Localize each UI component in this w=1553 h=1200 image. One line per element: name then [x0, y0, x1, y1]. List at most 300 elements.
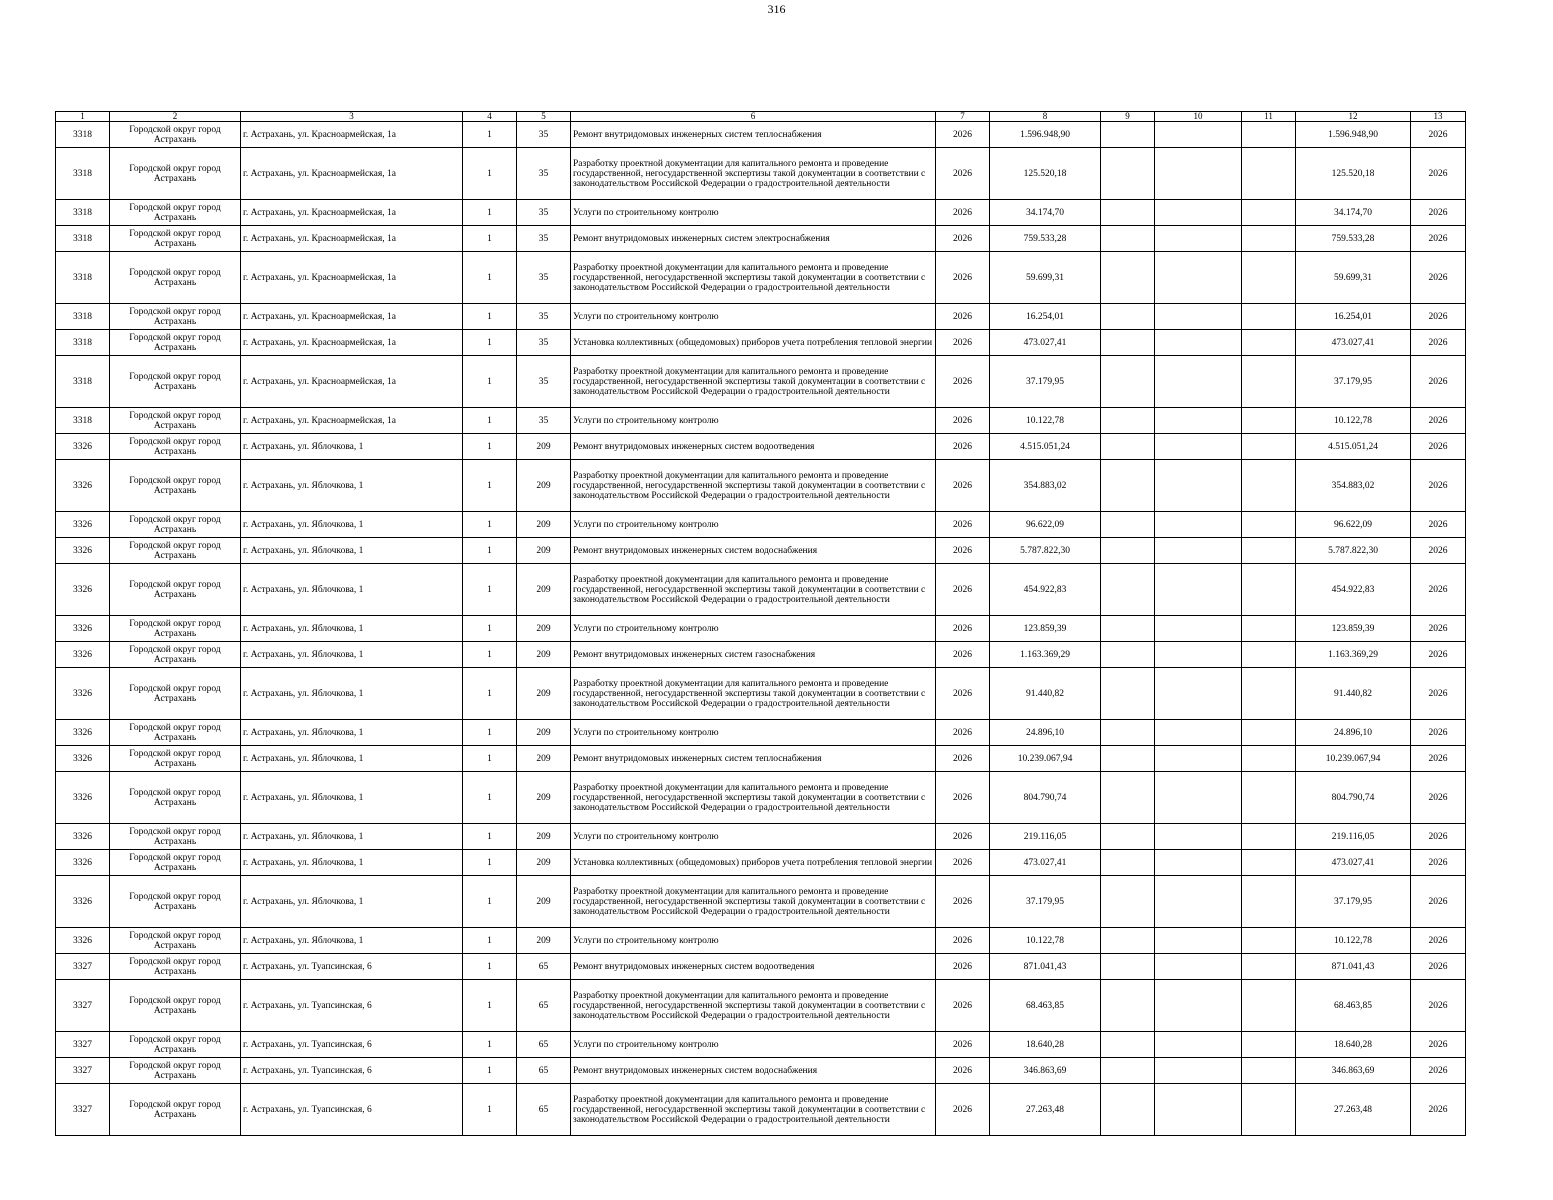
fund-amount-cell: 18.640,28 — [1296, 1032, 1411, 1058]
year-cell: 2026 — [936, 928, 990, 954]
table-row — [56, 408, 1466, 434]
end-year-cell: 2026 — [1411, 512, 1466, 538]
column-9-cell — [1101, 616, 1155, 642]
column-11-cell — [1242, 200, 1296, 226]
column-10-cell — [1155, 1032, 1242, 1058]
column-10-cell — [1155, 1058, 1242, 1084]
address-cell: г. Астрахань, ул. Яблочкова, 1 — [241, 564, 463, 616]
column-10-cell — [1155, 252, 1242, 304]
work-type-cell: Разработку проектной документации для капитального ремонта и проведение государственной, негосударственной экспертизы такой документации в соответствии с законодательством Российской Федерации о градостроительной деятельности — [571, 876, 936, 928]
address-cell: г. Астрахань, ул. Яблочкова, 1 — [241, 434, 463, 460]
row-id: 3326 — [56, 668, 110, 720]
table-row — [56, 330, 1466, 356]
column-11-cell — [1242, 122, 1296, 148]
column-9-cell — [1101, 876, 1155, 928]
column-5-cell: 35 — [517, 148, 571, 200]
row-id: 3326 — [56, 928, 110, 954]
column-4-cell: 1 — [463, 408, 517, 434]
municipality-cell: Городской округ город Астрахань — [110, 200, 241, 226]
column-header: 1 — [56, 112, 110, 122]
total-cost-cell: 454.922,83 — [990, 564, 1101, 616]
total-cost-cell: 37.179,95 — [990, 356, 1101, 408]
end-year-cell: 2026 — [1411, 564, 1466, 616]
column-5-cell: 35 — [517, 330, 571, 356]
fund-amount-cell: 346.863,69 — [1296, 1058, 1411, 1084]
work-type-cell: Ремонт внутридомовых инженерных систем водоотведения — [571, 954, 936, 980]
work-type-cell: Услуги по строительному контролю — [571, 616, 936, 642]
year-cell: 2026 — [936, 980, 990, 1032]
row-id: 3326 — [56, 876, 110, 928]
work-type-cell: Услуги по строительному контролю — [571, 824, 936, 850]
year-cell: 2026 — [936, 226, 990, 252]
column-11-cell — [1242, 642, 1296, 668]
row-id: 3327 — [56, 1058, 110, 1084]
column-11-cell — [1242, 980, 1296, 1032]
column-5-cell: 209 — [517, 460, 571, 512]
year-cell: 2026 — [936, 616, 990, 642]
row-id: 3318 — [56, 148, 110, 200]
column-4-cell: 1 — [463, 564, 517, 616]
column-header: 3 — [241, 112, 463, 122]
column-4-cell: 1 — [463, 356, 517, 408]
column-9-cell — [1101, 1058, 1155, 1084]
column-9-cell — [1101, 304, 1155, 330]
column-5-cell: 35 — [517, 356, 571, 408]
total-cost-cell: 34.174,70 — [990, 200, 1101, 226]
column-header: 6 — [571, 112, 936, 122]
row-id: 3318 — [56, 304, 110, 330]
column-5-cell: 209 — [517, 642, 571, 668]
total-cost-cell: 96.622,09 — [990, 512, 1101, 538]
row-id: 3318 — [56, 330, 110, 356]
column-header: 5 — [517, 112, 571, 122]
column-number-row — [56, 112, 1466, 122]
work-type-cell: Разработку проектной документации для капитального ремонта и проведение государственной, негосударственной экспертизы такой документации в соответствии с законодательством Российской Федерации о градостроительной деятельности — [571, 1084, 936, 1136]
municipality-cell: Городской округ город Астрахань — [110, 928, 241, 954]
column-10-cell — [1155, 512, 1242, 538]
column-4-cell: 1 — [463, 746, 517, 772]
column-5-cell: 35 — [517, 408, 571, 434]
column-11-cell — [1242, 356, 1296, 408]
column-10-cell — [1155, 642, 1242, 668]
column-5-cell: 209 — [517, 824, 571, 850]
column-header: 9 — [1101, 112, 1155, 122]
total-cost-cell: 4.515.051,24 — [990, 434, 1101, 460]
table-row — [56, 824, 1466, 850]
column-10-cell — [1155, 408, 1242, 434]
column-9-cell — [1101, 668, 1155, 720]
column-10-cell — [1155, 356, 1242, 408]
column-5-cell: 209 — [517, 928, 571, 954]
column-9-cell — [1101, 954, 1155, 980]
fund-amount-cell: 27.263,48 — [1296, 1084, 1411, 1136]
table-row — [56, 226, 1466, 252]
address-cell: г. Астрахань, ул. Красноармейская, 1а — [241, 122, 463, 148]
column-5-cell: 35 — [517, 122, 571, 148]
address-cell: г. Астрахань, ул. Туапсинская, 6 — [241, 954, 463, 980]
fund-amount-cell: 96.622,09 — [1296, 512, 1411, 538]
work-type-cell: Разработку проектной документации для капитального ремонта и проведение государственной, негосударственной экспертизы такой документации в соответствии с законодательством Российской Федерации о градостроительной деятельности — [571, 356, 936, 408]
column-11-cell — [1242, 408, 1296, 434]
column-10-cell — [1155, 304, 1242, 330]
address-cell: г. Астрахань, ул. Красноармейская, 1а — [241, 200, 463, 226]
end-year-cell: 2026 — [1411, 928, 1466, 954]
municipality-cell: Городской округ город Астрахань — [110, 304, 241, 330]
fund-amount-cell: 10.122,78 — [1296, 928, 1411, 954]
address-cell: г. Астрахань, ул. Туапсинская, 6 — [241, 1058, 463, 1084]
row-id: 3326 — [56, 720, 110, 746]
work-type-cell: Услуги по строительному контролю — [571, 200, 936, 226]
row-id: 3327 — [56, 1084, 110, 1136]
column-header: 2 — [110, 112, 241, 122]
table-row — [56, 200, 1466, 226]
column-4-cell: 1 — [463, 304, 517, 330]
work-type-cell: Разработку проектной документации для капитального ремонта и проведение государственной, негосударственной экспертизы такой документации в соответствии с законодательством Российской Федерации о градостроительной деятельности — [571, 772, 936, 824]
work-type-cell: Ремонт внутридомовых инженерных систем газоснабжения — [571, 642, 936, 668]
work-type-cell: Услуги по строительному контролю — [571, 408, 936, 434]
total-cost-cell: 123.859,39 — [990, 616, 1101, 642]
table-row — [56, 1058, 1466, 1084]
total-cost-cell: 1.163.369,29 — [990, 642, 1101, 668]
column-4-cell: 1 — [463, 512, 517, 538]
total-cost-cell: 346.863,69 — [990, 1058, 1101, 1084]
fund-amount-cell: 871.041,43 — [1296, 954, 1411, 980]
column-10-cell — [1155, 720, 1242, 746]
table-row — [56, 746, 1466, 772]
column-9-cell — [1101, 408, 1155, 434]
table-row — [56, 148, 1466, 200]
address-cell: г. Астрахань, ул. Яблочкова, 1 — [241, 512, 463, 538]
column-9-cell — [1101, 538, 1155, 564]
column-5-cell: 209 — [517, 616, 571, 642]
table-row — [56, 1032, 1466, 1058]
total-cost-cell: 10.239.067,94 — [990, 746, 1101, 772]
table-row — [56, 720, 1466, 746]
table-row — [56, 252, 1466, 304]
municipality-cell: Городской округ город Астрахань — [110, 564, 241, 616]
table-row — [56, 434, 1466, 460]
municipality-cell: Городской округ город Астрахань — [110, 876, 241, 928]
column-11-cell — [1242, 564, 1296, 616]
address-cell: г. Астрахань, ул. Красноармейская, 1а — [241, 226, 463, 252]
end-year-cell: 2026 — [1411, 434, 1466, 460]
column-4-cell: 1 — [463, 252, 517, 304]
fund-amount-cell: 68.463,85 — [1296, 980, 1411, 1032]
table-row — [56, 928, 1466, 954]
end-year-cell: 2026 — [1411, 616, 1466, 642]
municipality-cell: Городской округ город Астрахань — [110, 1084, 241, 1136]
municipality-cell: Городской округ город Астрахань — [110, 356, 241, 408]
column-4-cell: 1 — [463, 122, 517, 148]
column-11-cell — [1242, 460, 1296, 512]
end-year-cell: 2026 — [1411, 148, 1466, 200]
fund-amount-cell: 354.883,02 — [1296, 460, 1411, 512]
table-row — [56, 512, 1466, 538]
row-id: 3318 — [56, 226, 110, 252]
column-9-cell — [1101, 226, 1155, 252]
column-10-cell — [1155, 850, 1242, 876]
end-year-cell: 2026 — [1411, 1032, 1466, 1058]
column-11-cell — [1242, 226, 1296, 252]
end-year-cell: 2026 — [1411, 538, 1466, 564]
fund-amount-cell: 34.174,70 — [1296, 200, 1411, 226]
year-cell: 2026 — [936, 642, 990, 668]
end-year-cell: 2026 — [1411, 408, 1466, 434]
work-type-cell: Услуги по строительному контролю — [571, 720, 936, 746]
column-9-cell — [1101, 772, 1155, 824]
end-year-cell: 2026 — [1411, 746, 1466, 772]
column-11-cell — [1242, 1032, 1296, 1058]
fund-amount-cell: 59.699,31 — [1296, 252, 1411, 304]
municipality-cell: Городской округ город Астрахань — [110, 434, 241, 460]
column-5-cell: 35 — [517, 226, 571, 252]
column-4-cell: 1 — [463, 226, 517, 252]
fund-amount-cell: 24.896,10 — [1296, 720, 1411, 746]
row-id: 3318 — [56, 200, 110, 226]
column-5-cell: 209 — [517, 538, 571, 564]
municipality-cell: Городской округ город Астрахань — [110, 746, 241, 772]
column-4-cell: 1 — [463, 928, 517, 954]
address-cell: г. Астрахань, ул. Яблочкова, 1 — [241, 668, 463, 720]
column-5-cell: 65 — [517, 1084, 571, 1136]
end-year-cell: 2026 — [1411, 356, 1466, 408]
end-year-cell: 2026 — [1411, 642, 1466, 668]
municipality-cell: Городской округ город Астрахань — [110, 772, 241, 824]
row-id: 3318 — [56, 356, 110, 408]
column-4-cell: 1 — [463, 642, 517, 668]
work-type-cell: Разработку проектной документации для капитального ремонта и проведение государственной, негосударственной экспертизы такой документации в соответствии с законодательством Российской Федерации о градостроительной деятельности — [571, 980, 936, 1032]
total-cost-cell: 1.596.948,90 — [990, 122, 1101, 148]
column-11-cell — [1242, 1058, 1296, 1084]
column-header: 4 — [463, 112, 517, 122]
work-type-cell: Ремонт внутридомовых инженерных систем водоотведения — [571, 434, 936, 460]
column-9-cell — [1101, 1084, 1155, 1136]
column-4-cell: 1 — [463, 668, 517, 720]
column-9-cell — [1101, 980, 1155, 1032]
end-year-cell: 2026 — [1411, 772, 1466, 824]
total-cost-cell: 473.027,41 — [990, 850, 1101, 876]
year-cell: 2026 — [936, 434, 990, 460]
municipality-cell: Городской округ город Астрахань — [110, 330, 241, 356]
row-id: 3326 — [56, 434, 110, 460]
column-11-cell — [1242, 928, 1296, 954]
table-row — [56, 642, 1466, 668]
column-9-cell — [1101, 434, 1155, 460]
row-id: 3327 — [56, 980, 110, 1032]
total-cost-cell: 125.520,18 — [990, 148, 1101, 200]
column-10-cell — [1155, 564, 1242, 616]
column-4-cell: 1 — [463, 1084, 517, 1136]
column-4-cell: 1 — [463, 850, 517, 876]
end-year-cell: 2026 — [1411, 720, 1466, 746]
page-number: 316 — [767, 2, 786, 16]
row-id: 3327 — [56, 1032, 110, 1058]
municipality-cell: Городской округ город Астрахань — [110, 512, 241, 538]
address-cell: г. Астрахань, ул. Яблочкова, 1 — [241, 928, 463, 954]
column-10-cell — [1155, 434, 1242, 460]
year-cell: 2026 — [936, 408, 990, 434]
table-row — [56, 876, 1466, 928]
column-9-cell — [1101, 564, 1155, 616]
row-id: 3318 — [56, 408, 110, 434]
year-cell: 2026 — [936, 148, 990, 200]
table-row — [56, 538, 1466, 564]
row-id: 3318 — [56, 252, 110, 304]
table-row — [56, 616, 1466, 642]
row-id: 3326 — [56, 772, 110, 824]
column-5-cell: 65 — [517, 1058, 571, 1084]
column-5-cell: 209 — [517, 850, 571, 876]
work-type-cell: Установка коллективных (общедомовых) приборов учета потребления тепловой энергии — [571, 330, 936, 356]
column-9-cell — [1101, 148, 1155, 200]
year-cell: 2026 — [936, 200, 990, 226]
column-11-cell — [1242, 538, 1296, 564]
work-type-cell: Ремонт внутридомовых инженерных систем теплоснабжения — [571, 746, 936, 772]
column-9-cell — [1101, 928, 1155, 954]
column-5-cell: 35 — [517, 252, 571, 304]
end-year-cell: 2026 — [1411, 460, 1466, 512]
municipality-cell: Городской округ город Астрахань — [110, 850, 241, 876]
capital-repair-table — [55, 111, 1466, 1136]
work-type-cell: Услуги по строительному контролю — [571, 928, 936, 954]
column-header: 11 — [1242, 112, 1296, 122]
year-cell: 2026 — [936, 746, 990, 772]
total-cost-cell: 473.027,41 — [990, 330, 1101, 356]
column-9-cell — [1101, 746, 1155, 772]
row-id: 3326 — [56, 642, 110, 668]
column-10-cell — [1155, 616, 1242, 642]
work-type-cell: Услуги по строительному контролю — [571, 304, 936, 330]
column-10-cell — [1155, 330, 1242, 356]
municipality-cell: Городской округ город Астрахань — [110, 720, 241, 746]
total-cost-cell: 219.116,05 — [990, 824, 1101, 850]
column-header: 7 — [936, 112, 990, 122]
column-header: 10 — [1155, 112, 1242, 122]
column-4-cell: 1 — [463, 616, 517, 642]
column-5-cell: 65 — [517, 1032, 571, 1058]
table-row — [56, 668, 1466, 720]
year-cell: 2026 — [936, 850, 990, 876]
municipality-cell: Городской округ город Астрахань — [110, 824, 241, 850]
municipality-cell: Городской округ город Астрахань — [110, 1058, 241, 1084]
column-4-cell: 1 — [463, 1058, 517, 1084]
end-year-cell: 2026 — [1411, 668, 1466, 720]
address-cell: г. Астрахань, ул. Красноармейская, 1а — [241, 330, 463, 356]
column-4-cell: 1 — [463, 772, 517, 824]
row-id: 3318 — [56, 122, 110, 148]
total-cost-cell: 5.787.822,30 — [990, 538, 1101, 564]
year-cell: 2026 — [936, 1058, 990, 1084]
year-cell: 2026 — [936, 1084, 990, 1136]
year-cell: 2026 — [936, 1032, 990, 1058]
end-year-cell: 2026 — [1411, 1058, 1466, 1084]
column-5-cell: 35 — [517, 304, 571, 330]
total-cost-cell: 759.533,28 — [990, 226, 1101, 252]
column-11-cell — [1242, 304, 1296, 330]
year-cell: 2026 — [936, 720, 990, 746]
end-year-cell: 2026 — [1411, 980, 1466, 1032]
fund-amount-cell: 5.787.822,30 — [1296, 538, 1411, 564]
column-10-cell — [1155, 148, 1242, 200]
address-cell: г. Астрахань, ул. Туапсинская, 6 — [241, 1084, 463, 1136]
column-10-cell — [1155, 200, 1242, 226]
table-row — [56, 122, 1466, 148]
total-cost-cell: 16.254,01 — [990, 304, 1101, 330]
column-4-cell: 1 — [463, 876, 517, 928]
column-header: 12 — [1296, 112, 1411, 122]
work-type-cell: Разработку проектной документации для капитального ремонта и проведение государственной, негосударственной экспертизы такой документации в соответствии с законодательством Российской Федерации о градостроительной деятельности — [571, 668, 936, 720]
column-10-cell — [1155, 772, 1242, 824]
municipality-cell: Городской округ город Астрахань — [110, 538, 241, 564]
column-11-cell — [1242, 954, 1296, 980]
total-cost-cell: 27.263,48 — [990, 1084, 1101, 1136]
municipality-cell: Городской округ город Астрахань — [110, 980, 241, 1032]
column-9-cell — [1101, 330, 1155, 356]
total-cost-cell: 804.790,74 — [990, 772, 1101, 824]
row-id: 3326 — [56, 460, 110, 512]
address-cell: г. Астрахань, ул. Красноармейская, 1а — [241, 356, 463, 408]
column-11-cell — [1242, 876, 1296, 928]
work-type-cell: Установка коллективных (общедомовых) приборов учета потребления тепловой энергии — [571, 850, 936, 876]
table-body — [56, 122, 1466, 1136]
table-row — [56, 980, 1466, 1032]
address-cell: г. Астрахань, ул. Туапсинская, 6 — [241, 980, 463, 1032]
fund-amount-cell: 37.179,95 — [1296, 356, 1411, 408]
fund-amount-cell: 473.027,41 — [1296, 330, 1411, 356]
municipality-cell: Городской округ город Астрахань — [110, 460, 241, 512]
column-4-cell: 1 — [463, 720, 517, 746]
column-5-cell: 209 — [517, 512, 571, 538]
address-cell: г. Астрахань, ул. Яблочкова, 1 — [241, 538, 463, 564]
column-4-cell: 1 — [463, 954, 517, 980]
total-cost-cell: 10.122,78 — [990, 928, 1101, 954]
year-cell: 2026 — [936, 122, 990, 148]
column-11-cell — [1242, 772, 1296, 824]
column-4-cell: 1 — [463, 148, 517, 200]
column-5-cell: 209 — [517, 876, 571, 928]
year-cell: 2026 — [936, 824, 990, 850]
year-cell: 2026 — [936, 252, 990, 304]
column-4-cell: 1 — [463, 460, 517, 512]
row-id: 3327 — [56, 954, 110, 980]
table-row — [56, 304, 1466, 330]
row-id: 3326 — [56, 824, 110, 850]
address-cell: г. Астрахань, ул. Красноармейская, 1а — [241, 408, 463, 434]
column-9-cell — [1101, 122, 1155, 148]
fund-amount-cell: 4.515.051,24 — [1296, 434, 1411, 460]
column-10-cell — [1155, 980, 1242, 1032]
work-type-cell: Услуги по строительному контролю — [571, 512, 936, 538]
year-cell: 2026 — [936, 356, 990, 408]
column-9-cell — [1101, 512, 1155, 538]
total-cost-cell: 59.699,31 — [990, 252, 1101, 304]
row-id: 3326 — [56, 746, 110, 772]
column-10-cell — [1155, 928, 1242, 954]
column-4-cell: 1 — [463, 330, 517, 356]
fund-amount-cell: 473.027,41 — [1296, 850, 1411, 876]
column-9-cell — [1101, 850, 1155, 876]
municipality-cell: Городской округ город Астрахань — [110, 148, 241, 200]
column-10-cell — [1155, 226, 1242, 252]
column-11-cell — [1242, 252, 1296, 304]
municipality-cell: Городской округ город Астрахань — [110, 1032, 241, 1058]
total-cost-cell: 91.440,82 — [990, 668, 1101, 720]
column-5-cell: 209 — [517, 434, 571, 460]
row-id: 3326 — [56, 616, 110, 642]
municipality-cell: Городской округ город Астрахань — [110, 122, 241, 148]
fund-amount-cell: 16.254,01 — [1296, 304, 1411, 330]
column-11-cell — [1242, 148, 1296, 200]
